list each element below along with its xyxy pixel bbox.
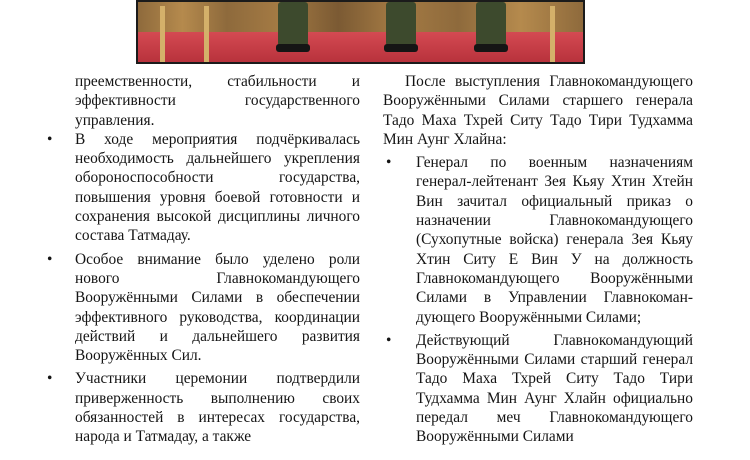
list-item: • Участники церемонии подтвердили приверженность выполнению своих обязанностей в интересах государства, народа и Татмадау, а также: [47, 370, 360, 446]
bullet-icon: •: [47, 370, 53, 388]
left-intro-paragraph: преемственности, стабильности и эффективности государственного управления.: [75, 73, 360, 129]
right-intro-paragraph: После выступления Главнокомандующего Вооружёнными Силами старшего генерала Тадо Маха Тхрей Ситу Тадо Тири Тудхамма Мин Аунг Хлайна:: [383, 73, 693, 148]
ceremony-photo: [136, 0, 585, 64]
list-item: • Генерал по военным назначениям генерал-лейтенант Зея Кьяу Хтин Хтейн Вин зачитал официальный приказ о назначении Главнокомандующего (Сухопутные войска) генерала Зея Кьяу Хтин Ситу Е Вин У на должность Главнокомандующего Вооружёнными Силами в Управлении Главнокоман-дующего Вооружёнными Силами;: [386, 154, 693, 326]
list-item: • Действующий Главнокомандующий Вооружёнными Силами старший генерал Тадо Маха Тхрей Ситу Тадо Тири Тудхамма Мин Аунг Хлайн официально передал меч Главнокомандующего Вооружёнными Силами: [386, 331, 693, 446]
list-item: • Особое внимание было уделено роли нового Главнокомандующего Вооружёнными Силами в обеспечении эффективного руководства, координации действий и дальнейшего развития Вооружённых Сил.: [47, 250, 360, 365]
bullet-icon: •: [47, 250, 53, 268]
left-column: [47, 72, 360, 451]
list-item: • В ходе мероприятия подчёркивалась необходимость дальнейшего укрепления обороноспособности государства, повышения уровня боевой готовности и сохранения высокой дисциплины личного состава Татмадау.: [47, 130, 360, 245]
right-column: [383, 72, 693, 451]
bullet-icon: •: [47, 130, 53, 148]
bullet-icon: •: [386, 154, 392, 172]
bullet-icon: •: [386, 331, 392, 349]
